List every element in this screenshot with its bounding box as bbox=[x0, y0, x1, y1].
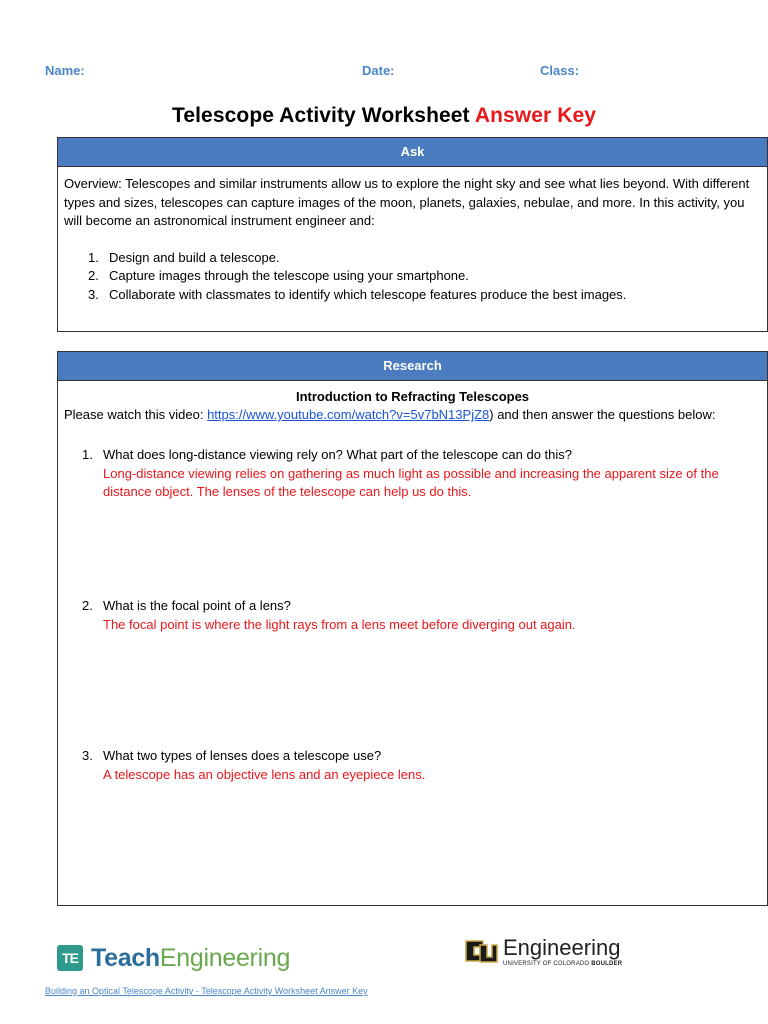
title-answer-key: Answer Key bbox=[474, 104, 597, 127]
research-subheading: Introduction to Refracting Telescopes bbox=[295, 389, 530, 404]
answer-text: The focal point is where the light rays from a lens meet before diverging out again. bbox=[103, 616, 576, 632]
question-number: 3. bbox=[82, 748, 93, 763]
list-text: Capture images through the telescope using your smartphone. bbox=[109, 268, 469, 283]
question-number: 1. bbox=[82, 447, 93, 462]
video-link[interactable]: https://www.youtube.com/watch?v=5v7bN13PjZ8 bbox=[207, 407, 490, 422]
question-3 bbox=[82, 747, 753, 784]
answer-text: Long-distance viewing relies on gathering as much light as possible and increasing the apparent size of the distance object. The lenses of the telescope can help us do this. bbox=[103, 465, 719, 499]
list-item bbox=[64, 286, 761, 305]
intro-text: Please watch this video: bbox=[64, 407, 208, 422]
te-logo-engineering: Engineering bbox=[159, 943, 291, 972]
question-text: What is the focal point of a lens? bbox=[103, 598, 291, 613]
te-logo-icon: TE bbox=[57, 945, 83, 971]
question-number: 2. bbox=[82, 598, 93, 613]
cu-logo-icon bbox=[463, 935, 499, 967]
teachengineering-logo bbox=[57, 938, 290, 978]
date-label: Date: bbox=[362, 63, 395, 78]
intro-text-end: ) and then answer the questions below: bbox=[489, 407, 716, 422]
question-text: What does long-distance viewing rely on? What part of the telescope can do this? bbox=[103, 447, 572, 462]
footer-link[interactable]: Building an Optical Telescope Activity - Telescope Activity Worksheet Answer Key bbox=[45, 986, 368, 996]
ask-overview: Overview: Telescopes and similar instruments allow us to explore the night sky and see what lies beyond. With different types and sizes, telescopes can capture images of the moon, planets, galaxies, nebulae, and more. In this activity, you will become an astronomical instrument engineer and: bbox=[64, 176, 750, 228]
cu-engineering-logo bbox=[463, 935, 622, 967]
title-main: Telescope Activity Worksheet bbox=[171, 104, 470, 127]
list-number: 2. bbox=[88, 268, 99, 283]
cu-logo-engineering: Engineering bbox=[503, 934, 621, 960]
list-item bbox=[64, 249, 761, 268]
list-text: Design and build a telescope. bbox=[109, 249, 280, 265]
te-logo-teach: Teach bbox=[91, 943, 160, 972]
class-label: Class: bbox=[540, 63, 580, 78]
list-number: 3. bbox=[88, 286, 99, 302]
list-text: Collaborate with classmates to identify which telescope features produce the best images. bbox=[109, 286, 627, 302]
cu-logo-subtitle: UNIVERSITY OF COLORADO BOULDER bbox=[503, 960, 623, 967]
question-1 bbox=[82, 446, 753, 502]
ask-heading: Ask bbox=[58, 138, 767, 167]
question-text: What two types of lenses does a telescope use? bbox=[103, 748, 382, 763]
name-label: Name: bbox=[45, 63, 85, 78]
list-item bbox=[64, 267, 761, 286]
research-heading: Research bbox=[58, 352, 767, 381]
ask-section bbox=[57, 137, 768, 332]
list-number: 1. bbox=[88, 249, 99, 265]
question-2 bbox=[82, 597, 753, 634]
answer-text: A telescope has an objective lens and an eyepiece lens. bbox=[103, 766, 426, 782]
page-title bbox=[0, 104, 768, 128]
research-section bbox=[57, 351, 768, 906]
ask-list bbox=[64, 249, 761, 305]
